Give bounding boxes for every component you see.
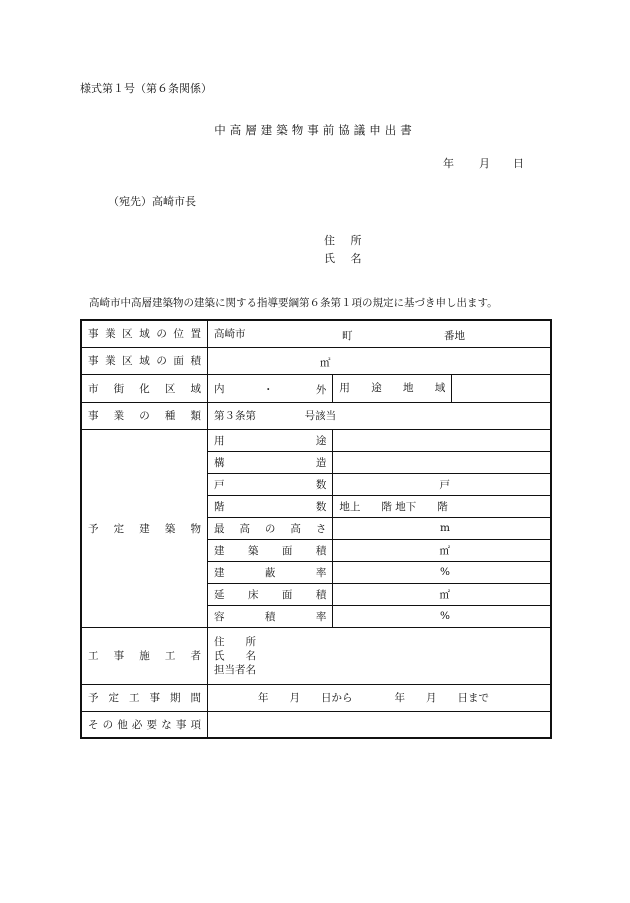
contractor-field[interactable] — [207, 627, 551, 684]
pb-value-structure[interactable] — [333, 451, 551, 473]
row-schedule — [81, 684, 551, 711]
contractor-label: 工事施工者 — [81, 627, 207, 684]
form-number: 様式第１号（第６条関係） — [80, 82, 212, 95]
pb-label-floor-area-ratio: 容積率 — [207, 605, 332, 627]
project-type-suffix: 号該当 — [304, 410, 337, 422]
pb-value-floors[interactable]: 地上 階 地下 階 — [333, 495, 551, 517]
row-contractor — [81, 627, 551, 684]
row-project-type — [81, 402, 551, 429]
row-location — [81, 320, 551, 347]
schedule-field[interactable]: 年 月 日から 年 月 日まで — [207, 684, 551, 711]
urbanization-choice[interactable] — [207, 374, 332, 402]
project-type-label: 事業の種類 — [81, 402, 207, 429]
application-table — [80, 319, 552, 739]
pb-label-max-height: 最高の高さ — [207, 517, 332, 539]
contractor-address: 住 所 — [213, 635, 256, 648]
location-city: 高崎市 — [213, 328, 246, 341]
pb-value-floor-area-ratio[interactable]: % — [333, 605, 551, 627]
urbanization-inner: 内 — [213, 382, 225, 395]
applicant-name-label: 氏 名 — [324, 252, 368, 265]
planned-building-label: 予定建築物 — [81, 429, 207, 627]
contractor-name: 氏 名 — [213, 649, 256, 662]
pb-label-coverage-ratio: 建蔽率 — [207, 561, 332, 583]
pb-label-use: 用途 — [207, 429, 332, 451]
urbanization-dot: ・ — [262, 383, 274, 396]
pb-value-max-height[interactable]: m — [333, 517, 551, 539]
intro-text: 高崎市中高層建築物の建築に関する指導要綱第６条第１項の規定に基づき申し出ます。 — [89, 297, 498, 309]
urbanization-outer: 外 — [315, 383, 327, 396]
area-unit: ㎡ — [319, 356, 331, 369]
pb-value-units[interactable]: 戸 — [333, 473, 551, 495]
use-zone-cell — [333, 374, 551, 402]
addressee: （宛先）高崎市長 — [108, 195, 196, 208]
date-day-label: 日 — [513, 157, 524, 170]
project-type-prefix: 第３条第 — [213, 410, 256, 422]
location-lot: 番地 — [443, 330, 465, 342]
pb-value-use[interactable] — [333, 429, 551, 451]
pb-label-building-area: 建築面積 — [207, 539, 332, 561]
pb-value-building-area[interactable]: ㎡ — [333, 539, 551, 561]
document-title: 中高層建築物事前協議申出書 — [214, 123, 416, 137]
urbanization-label: 市街化区域 — [81, 374, 207, 402]
pb-label-structure: 構造 — [207, 451, 332, 473]
contractor-person: 担当者名 — [213, 663, 256, 676]
pb-value-floor-area[interactable]: ㎡ — [333, 583, 551, 605]
pb-label-units: 戸数 — [207, 473, 332, 495]
row-other — [81, 711, 551, 738]
pb-value-coverage-ratio[interactable]: % — [333, 561, 551, 583]
other-label: その他必要な事項 — [81, 711, 207, 738]
row-urbanization — [81, 374, 551, 402]
location-town: 町 — [341, 330, 353, 342]
date-month-label: 月 — [479, 157, 490, 170]
applicant-address-label: 住 所 — [324, 234, 368, 247]
location-field[interactable] — [207, 320, 551, 347]
pb-label-floor-area: 延床面積 — [207, 583, 332, 605]
date-year-label: 年 — [443, 157, 454, 170]
use-zone-field[interactable] — [452, 375, 550, 402]
location-label: 事業区域の位置 — [81, 320, 207, 347]
project-type-field[interactable] — [207, 402, 551, 429]
use-zone-label: 用途地域 — [333, 375, 452, 402]
pb-label-floors: 階数 — [207, 495, 332, 517]
other-field[interactable] — [207, 711, 551, 738]
area-field[interactable] — [207, 347, 551, 374]
schedule-label: 予定工事期間 — [81, 684, 207, 711]
row-area — [81, 347, 551, 374]
area-label: 事業区域の面積 — [81, 347, 207, 374]
